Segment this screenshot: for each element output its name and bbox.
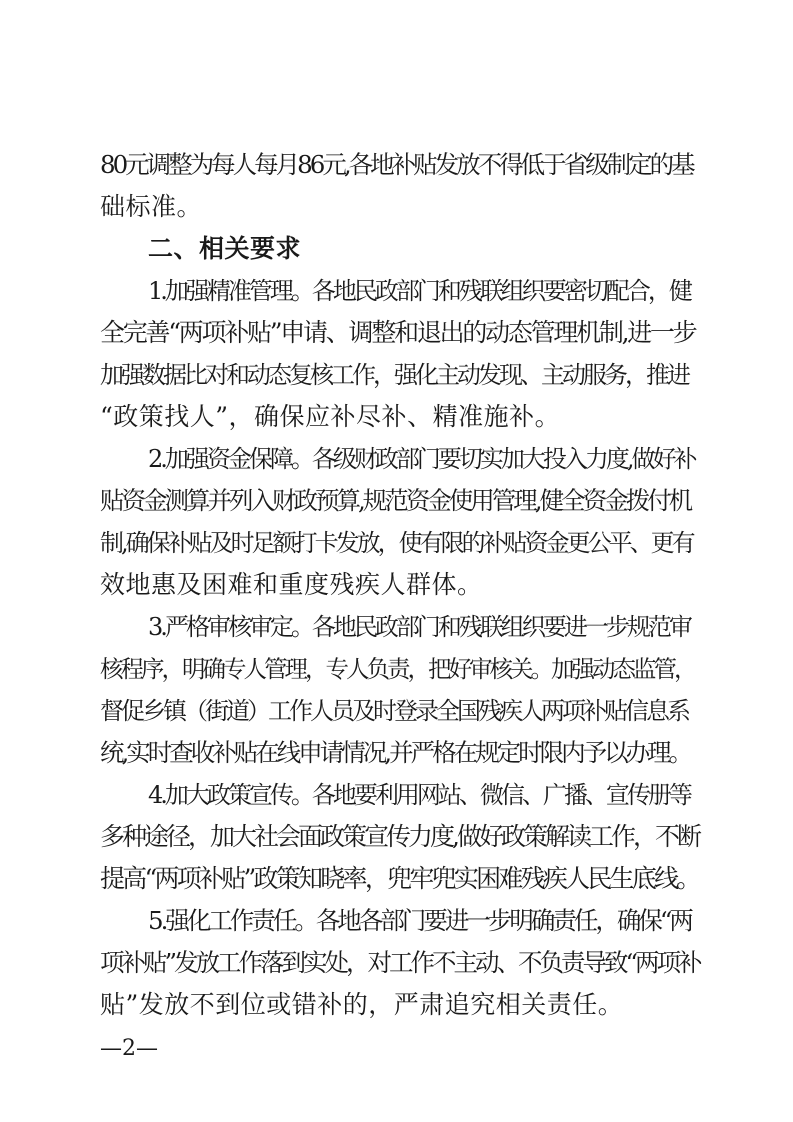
paragraph-line: 项补贴”发放工作落到实处，对工作不主动、不负责导致“两项补 — [100, 948, 700, 977]
paragraph-line: 80元调整为每人每月86元,各地补贴发放不得低于省级制定的基 — [100, 150, 693, 179]
paragraph-line: 贴资金测算并列入财政预算,规范资金使用管理,健全资金拨付机 — [100, 486, 691, 515]
paragraph-line: 制,确保补贴及时足额打卡发放，使有限的补贴资金更公平、更有 — [100, 529, 693, 557]
paragraph-line: 础标准。 — [100, 192, 203, 221]
paragraph-line: 督促乡镇（街道）工作人员及时登录全国残疾人两项补贴信息系 — [100, 697, 688, 725]
page-number: —2— — [100, 1036, 158, 1061]
paragraph-line: 贴”发放不到位或错补的，严肃追究相关责任。 — [100, 990, 624, 1019]
paragraph-line: 1.加强精准管理。各地民政部门和残联组织要密切配合，健 — [148, 277, 690, 305]
paragraph-line: 多种途径，加大社会面政策宣传力度,做好政策解读工作，不断 — [100, 822, 699, 851]
paragraph-line: 效地惠及困难和重度残疾人群体。 — [100, 570, 483, 599]
paragraph-line: 2.加强资金保障。各级财政部门要切实加大投入力度,做好补 — [148, 445, 695, 473]
paragraph-line: 3.严格审核审定。各地民政部门和残联组织要进一步规范审 — [148, 613, 690, 641]
paragraph-line: “政策找人”，确保应补尽补、精准施补。 — [100, 402, 561, 431]
paragraph-line: 核程序，明确专人管理，专人负责，把好审核关。加强动态监管， — [100, 655, 695, 683]
paragraph-line: 加强数据比对和动态复核工作，强化主动发现、主动服务，推进 — [100, 361, 688, 389]
section-heading: 二、相关要求 — [148, 234, 302, 263]
paragraph-line: 4.加大政策宣传。各地要利用网站、微信、广播、宣传册等 — [148, 781, 690, 809]
paragraph-line: 全完善“两项补贴”申请、调整和退出的动态管理机制,进一步 — [100, 318, 696, 347]
paragraph-line: 提高“两项补贴”政策知晓率，兜牢兜实困难残疾人民生底线。 — [100, 864, 699, 893]
paragraph-line: 5.强化工作责任。各地各部门要进一步明确责任，确保“两 — [148, 906, 691, 935]
paragraph-line: 统,实时查收补贴在线申请情况,并严格在规定时限内予以办理。 — [100, 738, 691, 767]
